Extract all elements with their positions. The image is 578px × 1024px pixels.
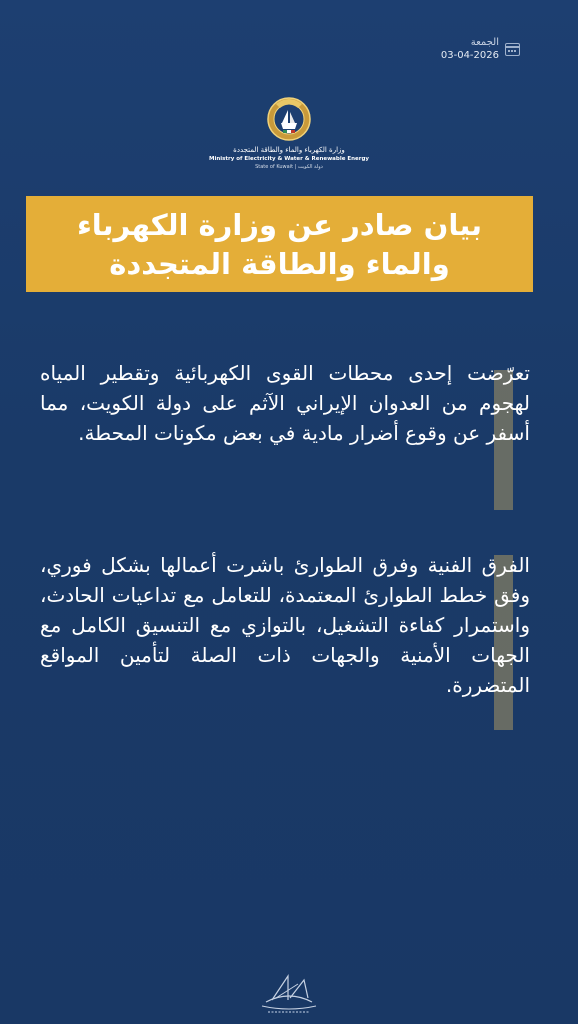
statement-paragraph-2: الفرق الفنية وفرق الطوارئ باشرت أعمالها بشكل فوري، وفق خطط الطوارئ المعتمدة، للتعامل مع تداعيات الحادث، واستمرار كفاءة التشغيل، بالتوازي مع التنسيق الكامل مع الجهات الأمنية والجهات ذات الصلة لتأمين المواقع المتضررة. xyxy=(40,553,530,697)
date-day: الجمعة xyxy=(470,37,499,48)
footer-logo xyxy=(0,968,578,1016)
ministry-name-english: Ministry of Electricity & Water & Renewable Energy xyxy=(209,156,369,162)
ministry-logo xyxy=(0,96,578,170)
banner-title-line-2: والماء والطاقة المتجددة xyxy=(109,247,450,281)
sail-logo-icon xyxy=(254,968,324,1016)
statement-paragraph-1: تعرّضت إحدى محطات القوى الكهربائية وتقطير المياه لهجوم من العدوان الإيراني الآثم على دولة الكويت، مما أسفر عن وقوع أضرار مادية في بعض مكونات المحطة. xyxy=(40,361,530,445)
date-value: 03-04-2026 xyxy=(440,50,499,61)
date-block xyxy=(441,36,520,62)
calendar-icon xyxy=(505,43,520,56)
kuwait-emblem-icon xyxy=(266,96,312,142)
state-label: State of Kuwait | دولة الكويت xyxy=(255,164,323,170)
ministry-name-arabic: وزارة الكهرباء والماء والطاقة المتجددة xyxy=(233,146,345,154)
date-text xyxy=(441,36,499,62)
banner-title-line-1: بيان صادر عن وزارة الكهرباء xyxy=(76,208,483,242)
title-banner xyxy=(26,196,533,292)
